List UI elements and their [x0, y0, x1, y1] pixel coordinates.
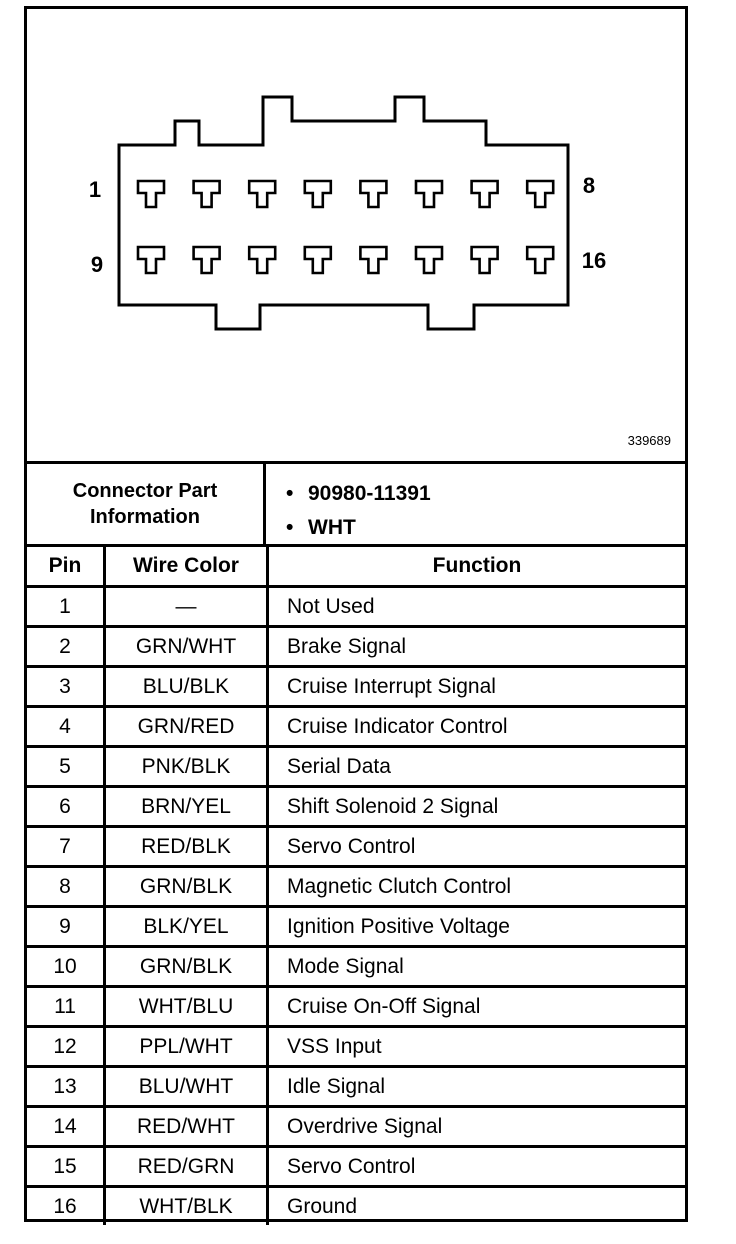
- pin-cell: 15: [27, 1147, 105, 1187]
- pin-cell: 4: [27, 707, 105, 747]
- wire-color-cell: GRN/RED: [105, 707, 268, 747]
- connector-outline: [27, 9, 685, 461]
- function-cell: Overdrive Signal: [268, 1107, 686, 1147]
- row-label-top-left: 1: [88, 177, 102, 202]
- pin-cell: 14: [27, 1107, 105, 1147]
- table-row: [27, 1027, 685, 1067]
- table-row: [27, 787, 685, 827]
- connector-info-values: [266, 464, 685, 544]
- terminal-4: [305, 181, 331, 207]
- row-label-bottom-right: 16: [581, 248, 607, 273]
- table-header-row: [27, 547, 685, 587]
- connector-sheet: [24, 6, 688, 1222]
- wire-color-cell: BLU/BLK: [105, 667, 268, 707]
- connector-info-label-line1: Connector Part: [72, 480, 218, 502]
- pin-cell: 16: [27, 1187, 105, 1226]
- function-cell: Ground: [268, 1187, 686, 1226]
- wire-color-cell: GRN/BLK: [105, 947, 268, 987]
- terminal-1: [138, 181, 164, 207]
- table-row: [27, 1147, 685, 1187]
- function-cell: Not Used: [268, 587, 686, 627]
- pin-cell: 11: [27, 987, 105, 1027]
- row-label-bottom-left: 9: [90, 252, 104, 277]
- wire-color-cell: BLK/YEL: [105, 907, 268, 947]
- table-row: [27, 667, 685, 707]
- function-cell: Cruise Interrupt Signal: [268, 667, 686, 707]
- terminal-8: [527, 181, 553, 207]
- terminal-15: [472, 247, 498, 273]
- pin-table: [27, 547, 685, 1225]
- pin-cell: 3: [27, 667, 105, 707]
- header-function: Function: [268, 547, 686, 587]
- function-cell: Cruise Indicator Control: [268, 707, 686, 747]
- terminal-3: [249, 181, 275, 207]
- table-row: [27, 627, 685, 667]
- wire-color-cell: GRN/BLK: [105, 867, 268, 907]
- function-cell: Mode Signal: [268, 947, 686, 987]
- wire-color-cell: RED/BLK: [105, 827, 268, 867]
- table-row: [27, 947, 685, 987]
- function-cell: Servo Control: [268, 827, 686, 867]
- wire-color-cell: GRN/WHT: [105, 627, 268, 667]
- terminal-2: [194, 181, 220, 207]
- table-row: [27, 867, 685, 907]
- table-row: [27, 1107, 685, 1147]
- table-row: [27, 987, 685, 1027]
- table-row: [27, 907, 685, 947]
- table-row: [27, 587, 685, 627]
- pin-cell: 12: [27, 1027, 105, 1067]
- connector-color: • WHT: [308, 516, 356, 540]
- header-wire-color: Wire Color: [105, 547, 268, 587]
- wire-color-cell: PNK/BLK: [105, 747, 268, 787]
- table-row: [27, 707, 685, 747]
- pin-cell: 8: [27, 867, 105, 907]
- wire-color-cell: PPL/WHT: [105, 1027, 268, 1067]
- wire-color-cell: WHT/BLU: [105, 987, 268, 1027]
- terminal-group: [138, 181, 553, 273]
- terminal-9: [138, 247, 164, 273]
- pin-cell: 9: [27, 907, 105, 947]
- pin-cell: 6: [27, 787, 105, 827]
- terminal-16: [527, 247, 553, 273]
- wire-color-cell: BRN/YEL: [105, 787, 268, 827]
- function-cell: Serial Data: [268, 747, 686, 787]
- wire-color-cell: RED/WHT: [105, 1107, 268, 1147]
- table-row: [27, 1187, 685, 1226]
- row-label-top-right: 8: [582, 173, 596, 198]
- wire-color-cell: WHT/BLK: [105, 1187, 268, 1226]
- pin-cell: 2: [27, 627, 105, 667]
- pin-cell: 10: [27, 947, 105, 987]
- pin-cell: 5: [27, 747, 105, 787]
- pin-cell: 1: [27, 587, 105, 627]
- connector-info-label: [27, 464, 263, 544]
- wire-color-cell: RED/GRN: [105, 1147, 268, 1187]
- function-cell: Brake Signal: [268, 627, 686, 667]
- connector-diagram: [27, 9, 685, 461]
- connector-info-label-line2: Information: [90, 506, 200, 528]
- terminal-13: [360, 247, 386, 273]
- terminal-5: [360, 181, 386, 207]
- figure-id: 339689: [627, 433, 671, 448]
- header-pin: Pin: [48, 554, 82, 577]
- table-row: [27, 747, 685, 787]
- table-row: [27, 827, 685, 867]
- function-cell: Idle Signal: [268, 1067, 686, 1107]
- function-cell: Cruise On-Off Signal: [268, 987, 686, 1027]
- function-cell: Servo Control: [268, 1147, 686, 1187]
- terminal-10: [194, 247, 220, 273]
- function-cell: Magnetic Clutch Control: [268, 867, 686, 907]
- terminal-11: [249, 247, 275, 273]
- pin-cell: 7: [27, 827, 105, 867]
- wire-color-cell: BLU/WHT: [105, 1067, 268, 1107]
- connector-part-info: [27, 464, 685, 544]
- function-cell: Shift Solenoid 2 Signal: [268, 787, 686, 827]
- function-cell: VSS Input: [268, 1027, 686, 1067]
- part-number: • 90980-11391: [308, 482, 431, 506]
- pin-cell: 13: [27, 1067, 105, 1107]
- function-cell: Ignition Positive Voltage: [268, 907, 686, 947]
- terminal-14: [416, 247, 442, 273]
- table-row: [27, 1067, 685, 1107]
- terminal-6: [416, 181, 442, 207]
- terminal-7: [472, 181, 498, 207]
- wire-color-cell: —: [105, 587, 268, 627]
- terminal-12: [305, 247, 331, 273]
